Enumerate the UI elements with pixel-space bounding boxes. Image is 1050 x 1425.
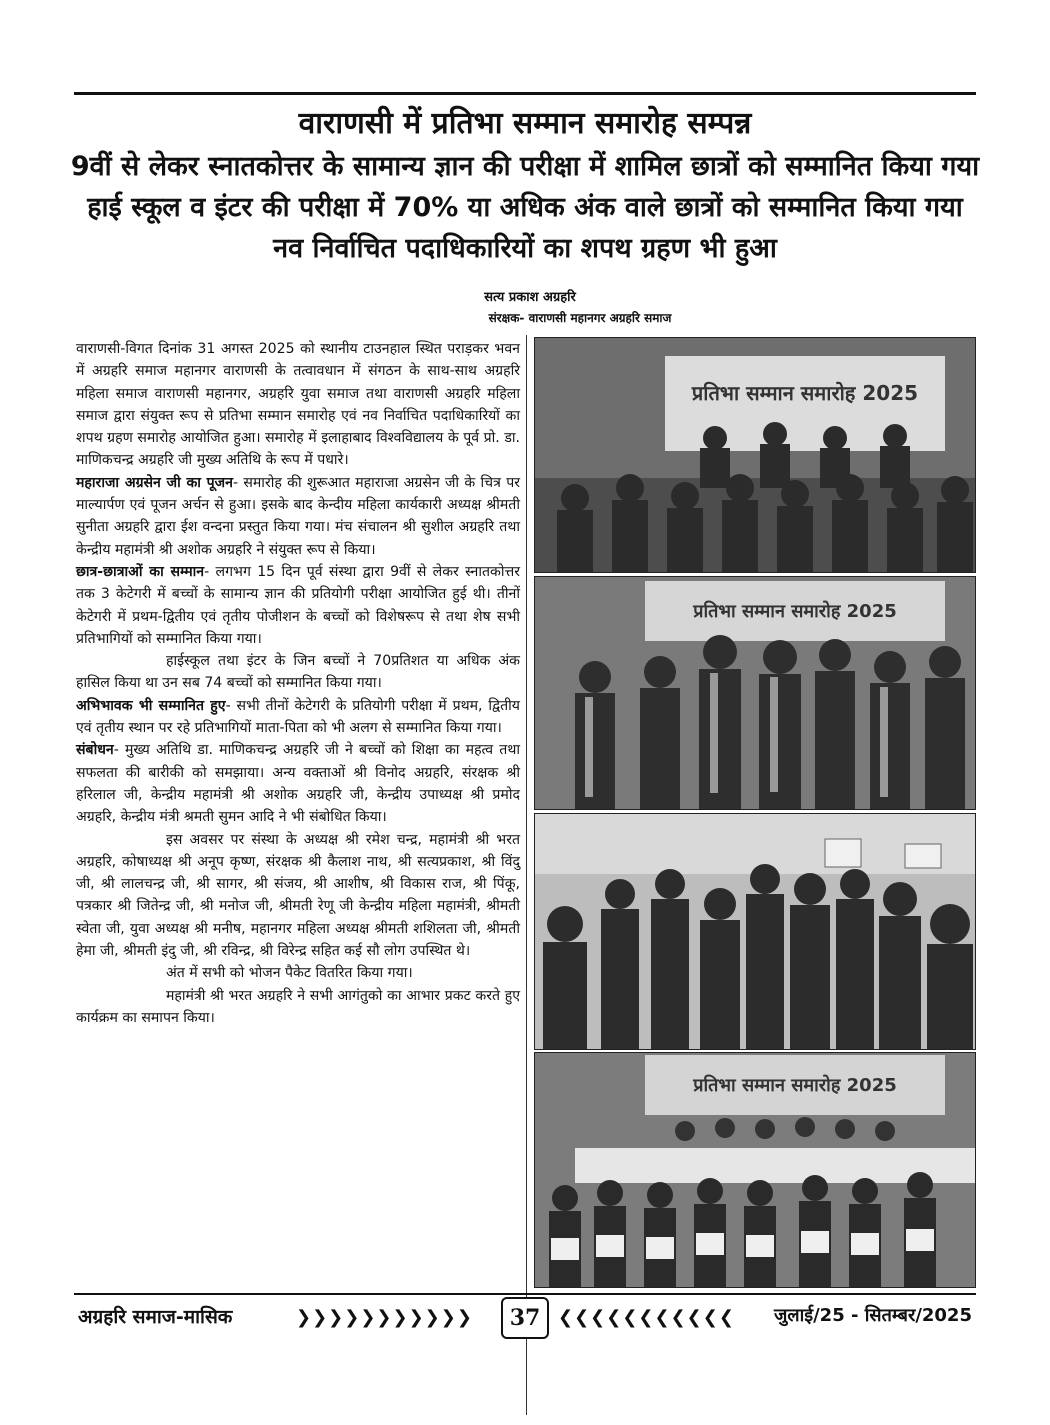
page-footer [74, 1293, 976, 1341]
parents-text: - सभी तीनों केटेगरी के प्रतियोगी परीक्षा में प्रथम, द्वितीय एवं तृतीय स्थान पर रहे प्रतिभागियों माता-पिता को भी अलग से सम्मानित किया गया। [76, 697, 520, 737]
paragraph-pujan [76, 472, 520, 561]
banner-text-2: प्रतिभा सम्मान समारोह 2025 [693, 601, 897, 622]
headline-sub-1: 9वीं से लेकर स्नातकोत्तर के सामान्य ज्ञान की परीक्षा में शामिल छात्रों को सम्मानित किया गया [70, 151, 980, 182]
samman-text: - लगभग 15 दिन पूर्व संस्था द्वारा 9वीं से लेकर स्नातकोत्तर तक 3 केटेगरी में बच्चों के सामान्य ज्ञान की प्रतियोगी परीक्षा आयोजित हुई थी। तीनों केटेगरी में प्रथम-द्वितीय एवं तृतीय पोजीशन के बच्चों को विशेषरूप से तथा शेष सभी प्रतिभागियों को सम्मानित किया गया। [76, 563, 521, 647]
article-body [76, 338, 520, 1029]
paragraph-samman [76, 561, 520, 650]
subhead-address: संबोधन [76, 742, 114, 759]
ornament-left-icon: ❯❯❯❯❯❯❯❯❯❯❯ [296, 1307, 473, 1328]
pujan-text: - समारोह की शुरूआत महाराजा अग्रसेन जी के चित्र पर माल्यार्पण एवं पूजन अर्चन से हुआ। इसके बाद केन्दीय महिला कार्यकारी अध्यक्ष श्रीमती सुनीता अग्रहरि द्वारा ईश वन्दना प्रस्तुत किया गया। मंच संचालन श्री सुशील अग्रहरि तथा केन्द्रीय महामंत्री श्री अशोक अग्रहरि ने संयुक्त रूप से किया। [76, 474, 520, 558]
publication-name: अग्रहरि समाज-मासिक [78, 1306, 233, 1328]
banner-text-4: प्रतिभा सम्मान समारोह 2025 [693, 1075, 897, 1096]
paragraph-parents [76, 695, 520, 740]
paragraph-closing: महामंत्री श्री भरत अग्रहरि ने सभी आगंतुको का आभार प्रकट करते हुए कार्यक्रम का समापन किया। [76, 987, 520, 1026]
paragraph-address [76, 739, 520, 828]
subhead-parents: अभिभावक भी सम्मानित हुए [76, 697, 226, 714]
top-rule [74, 92, 976, 95]
subhead-pujan: महाराजा अग्रसेन जी का पूजन [76, 474, 233, 491]
photo-felicitation [534, 576, 976, 810]
issue-date: जुलाई/25 - सितम्बर/2025 [774, 1305, 972, 1326]
byline-name: सत्य प्रकाश अग्रहरि [484, 290, 576, 305]
banner-text-1: प्रतिभा सम्मान समारोह 2025 [691, 381, 919, 405]
paragraph-intro: वाराणसी-विगत दिनांक 31 अगस्त 2025 को स्थानीय टाउनहाल स्थित पराड़कर भवन में अग्रहरि समाज महानगर वाराणसी के तत्वावधान में संगठन के साथ-साथ अग्रहरि महिला समाज वाराणसी महानगर, अग्रहरि युवा समाज तथा वाराणसी अग्रहरि महिला समाज द्वारा संयुक्त रूप से प्रतिभा सम्मान समारोह एवं नव निर्वाचित पदाधिकारियों का शपथ ग्रहण समारोह आयोजित हुआ। समारोह में इलाहाबाद विश्वविद्यालय के पूर्व प्रो. डा. माणिकचन्द्र अग्रहरि जी मुख्य अतिथि के रूप में पधारे। [76, 341, 520, 469]
headline-block [60, 102, 990, 269]
headline-sub-2: हाई स्कूल व इंटर की परीक्षा में 70% या अधिक अंक वाले छात्रों को सम्मानित किया गया [87, 192, 963, 223]
headline-main: वाराणसी में प्रतिभा सम्मान समारोह सम्पन्न [298, 106, 752, 141]
column-divider [526, 335, 527, 1415]
byline-role: संरक्षक- वाराणसी महानगर अग्रहरि समाज [488, 311, 672, 325]
photo-group-selfie [534, 813, 976, 1050]
paragraph-highschool: हाईस्कूल तथा इंटर के जिन बच्चों ने 70प्रतिशत या अधिक अंक हासिल किया था उन सब 74 बच्चों को सम्मानित किया गया। [76, 653, 520, 692]
paragraph-food: अंत में सभी को भोजन पैकेट वितरित किया गया। [166, 965, 413, 982]
photo-students-certificates [534, 1052, 976, 1288]
photo-stage-group [534, 337, 976, 573]
address-text: - मुख्य अतिथि डा. माणिकचन्द्र अग्रहरि जी ने बच्चों को शिक्षा का महत्व तथा सफलता की बारीकी को समझाया। अन्य वक्ताओं श्री विनोद अग्रहरि, संरक्षक श्री हरिलाल जी, केन्द्रीय महामंत्री श्री अशोक अग्रहरि जी, केन्द्रीय उपाध्यक्ष श्री प्रमोद अग्रहरि, केन्द्रीय मंत्री श्रमती सुमन आदि ने भी संबोधित किया। [76, 742, 520, 826]
subhead-samman: छात्र-छात्राओं का सम्मान [76, 563, 205, 580]
page-number: 37 [501, 1297, 549, 1339]
ornament-right-icon: ❮❮❮❮❮❮❮❮❮❮❮ [558, 1307, 735, 1328]
footer-rule [74, 1293, 976, 1295]
headline-sub-3: नव निर्वाचित पदाधिकारियों का शपथ ग्रहण भी हुआ [273, 233, 777, 264]
paragraph-attendees: इस अवसर पर संस्था के अध्यक्ष श्री रमेश चन्द्र, महामंत्री श्री भरत अग्रहरि, कोषाध्यक्ष श्री अनूप कृष्ण, संरक्षक श्री कैलाश नाथ, श्री सत्यप्रकाश, श्री विंदु जी, श्री लालचन्द्र जी, श्री सागर, श्री संजय, श्री आशीष, श्री विकास राज, श्री पिंकू, पत्रकार श्री जितेन्द्र जी, श्री मनोज जी, श्रीमती रेणू जी केन्द्रीय महिला महामंत्री, श्रीमती स्वेता जी, युवा अध्यक्ष श्री मनीष, महानगर महिला अध्यक्ष श्रीमती शशिलता जी, श्रीमती हेमा जी, श्रीमती इंदु जी, श्री रविन्द्र, श्री विरेन्द्र सहित कई सौ लोग उपस्थित थे। [76, 831, 520, 960]
